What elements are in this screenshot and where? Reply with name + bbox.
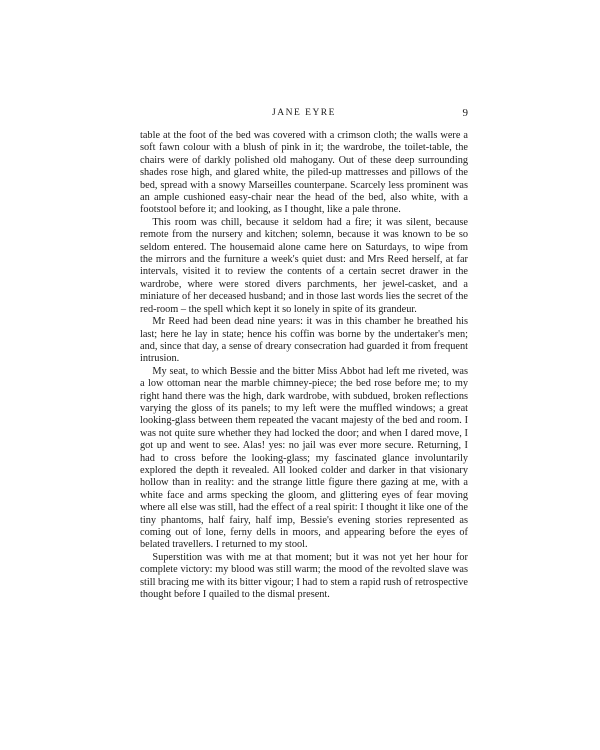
running-title: JANE EYRE	[272, 108, 336, 118]
running-head	[140, 108, 468, 126]
paragraph: Mr Reed had been dead nine years: it was in this chamber he breathed his last; here he lay in state; hence his coffin was borne by the undertaker's men; and, since that day, a sense of dreary consecration had guarded it from frequent intrusion.	[140, 316, 468, 365]
paragraph: table at the foot of the bed was covered with a crimson cloth; the walls were a soft fawn colour with a blush of pink in it; the wardrobe, the toilet-table, the chairs were of darkly polished old mahogany. Out of these deep surrounding shades rose high, and glared white, the piled-up mattresses and pillows of the bed, spread with a snowy Marseilles counterpane. Scarcely less prominent was an ample cushioned easy-chair near the head of the bed, also white, with a footstool before it; and looking, as I thought, like a pale throne.	[140, 130, 468, 216]
paragraph: This room was chill, because it seldom had a fire; it was silent, because remote from the nursery and kitchen; solemn, because it was known to be so seldom entered. The housemaid alone came here on Saturdays, to wipe from the mirrors and the furniture a week's quiet dust: and Mrs Reed herself, at far intervals, visited it to review the contents of a certain secret drawer in the wardrobe, where were stored divers parchments, her jewel-casket, and a miniature of her deceased husband; and in those last words lies the secret of the red-room – the spell which kept it so lonely in spite of its grandeur.	[140, 216, 468, 315]
paragraph: Superstition was with me at that moment; but it was not yet her hour for complete victory: my blood was still warm; the mood of the revolted slave was still bracing me with its bitter vigour; I had to stem a rapid rush of retrospective thought before I quailed to the dismal present.	[140, 551, 468, 601]
paragraph: My seat, to which Bessie and the bitter Miss Abbot had left me riveted, was a low ottoman near the marble chimney-piece; the bed rose before me; to my right hand there was the high, dark wardrobe, with subdued, broken reflections varying the gloss of its panels; to my left were the muffled windows; a great looking-glass between them repeated the vacant majesty of the bed and room. I was not quite sure whether they had locked the door; and when I dared move, I got up and went to see. Alas! yes: no jail was ever more secure. Returning, I had to cross before the looking-glass; my fascinated glance involuntarily explored the depth it revealed. All looked colder and darker in that visionary hollow than in reality: and the strange little figure there gazing at me, with a white face and arms specking the gloom, and glittering eyes of fear moving where all else was still, had the effect of a real spirit: I thought it like one of the tiny phantoms, half fairy, half imp, Bessie's evening stories represented as coming out of lone, ferny dells in moors, and appearing before the eyes of belated travellers. I returned to my stool.	[140, 365, 468, 551]
page-number: 9	[462, 107, 468, 119]
book-page	[140, 108, 468, 601]
body-text	[140, 130, 468, 601]
